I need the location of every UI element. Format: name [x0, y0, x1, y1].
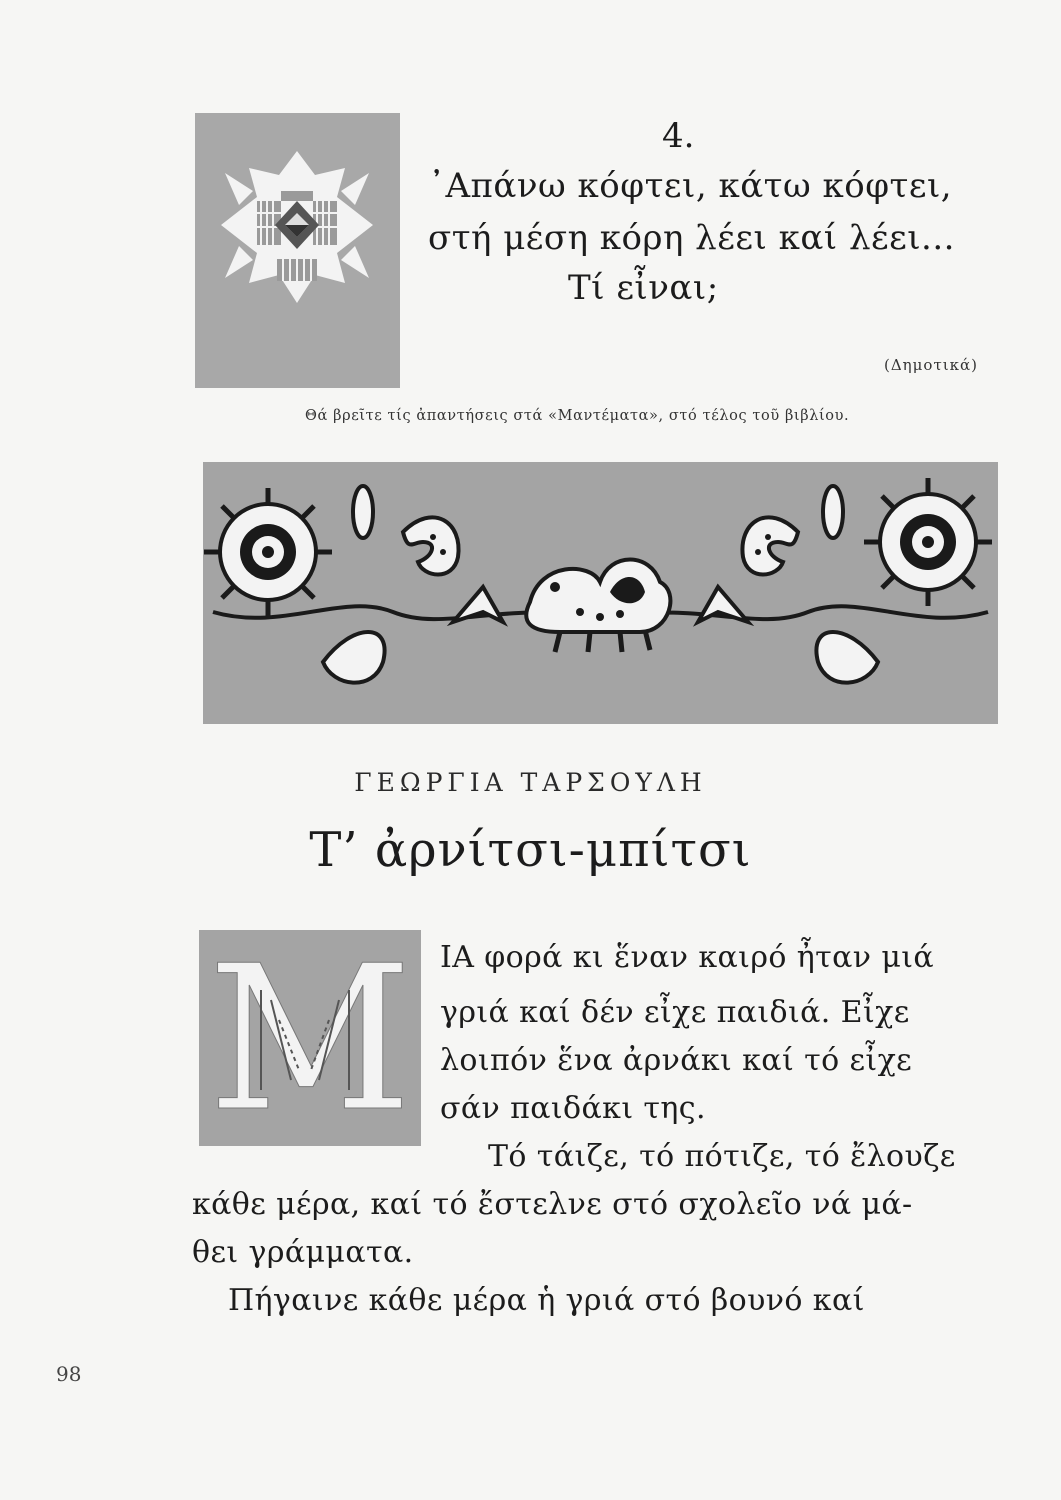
drop-cap-m-icon	[199, 930, 421, 1146]
riddle-line: ᾿Απάνω κόφτει, κάτω κόφτει,	[428, 166, 953, 206]
answers-note: Θά βρεῖτε τίς ἀπαντήσεις στά «Μαντέματα», στό τέλος τοῦ βιβλίου.	[305, 408, 850, 424]
story-author: ΓΕΩΡΓΙΑ ΤΑΡΣΟΥΛΗ	[354, 768, 707, 797]
story-line: κάθε μέρα, καί τό ἔστελνε στό σχολεῖο νά μά-	[192, 1187, 913, 1222]
story-line: σάν παιδάκι της.	[440, 1091, 706, 1126]
floral-border-icon	[203, 462, 998, 724]
story-line: γριά καί δέν εἶχε παιδιά. Εἶχε	[440, 995, 910, 1030]
riddle-number: 4.	[662, 116, 695, 156]
riddle-source: (Δημοτικά)	[884, 356, 978, 374]
story-line: ΙΑ φορά κι ἕναν καιρό ἦταν μιά	[440, 940, 935, 975]
story-title: Τ’ ἀρνίτσι-μπίτσι	[309, 822, 752, 878]
story-line: Πήγαινε κάθε μέρα ἡ γριά στό βουνό καί	[228, 1283, 865, 1318]
story-line: θει γράμματα.	[192, 1235, 414, 1270]
page-number: 98	[56, 1362, 82, 1386]
star-ornament-icon	[195, 113, 400, 388]
story-line: Τό τάιζε, τό πότιζε, τό ἔλουζε	[488, 1139, 956, 1174]
drop-cap-letter: M	[207, 930, 413, 1146]
riddle-line: στή μέση κόρη λέει καί λέει...	[428, 218, 955, 258]
story-line: λοιπόν ἕνα ἀρνάκι καί τό εἶχε	[440, 1043, 913, 1078]
riddle-line: Τί εἶναι;	[568, 268, 719, 308]
